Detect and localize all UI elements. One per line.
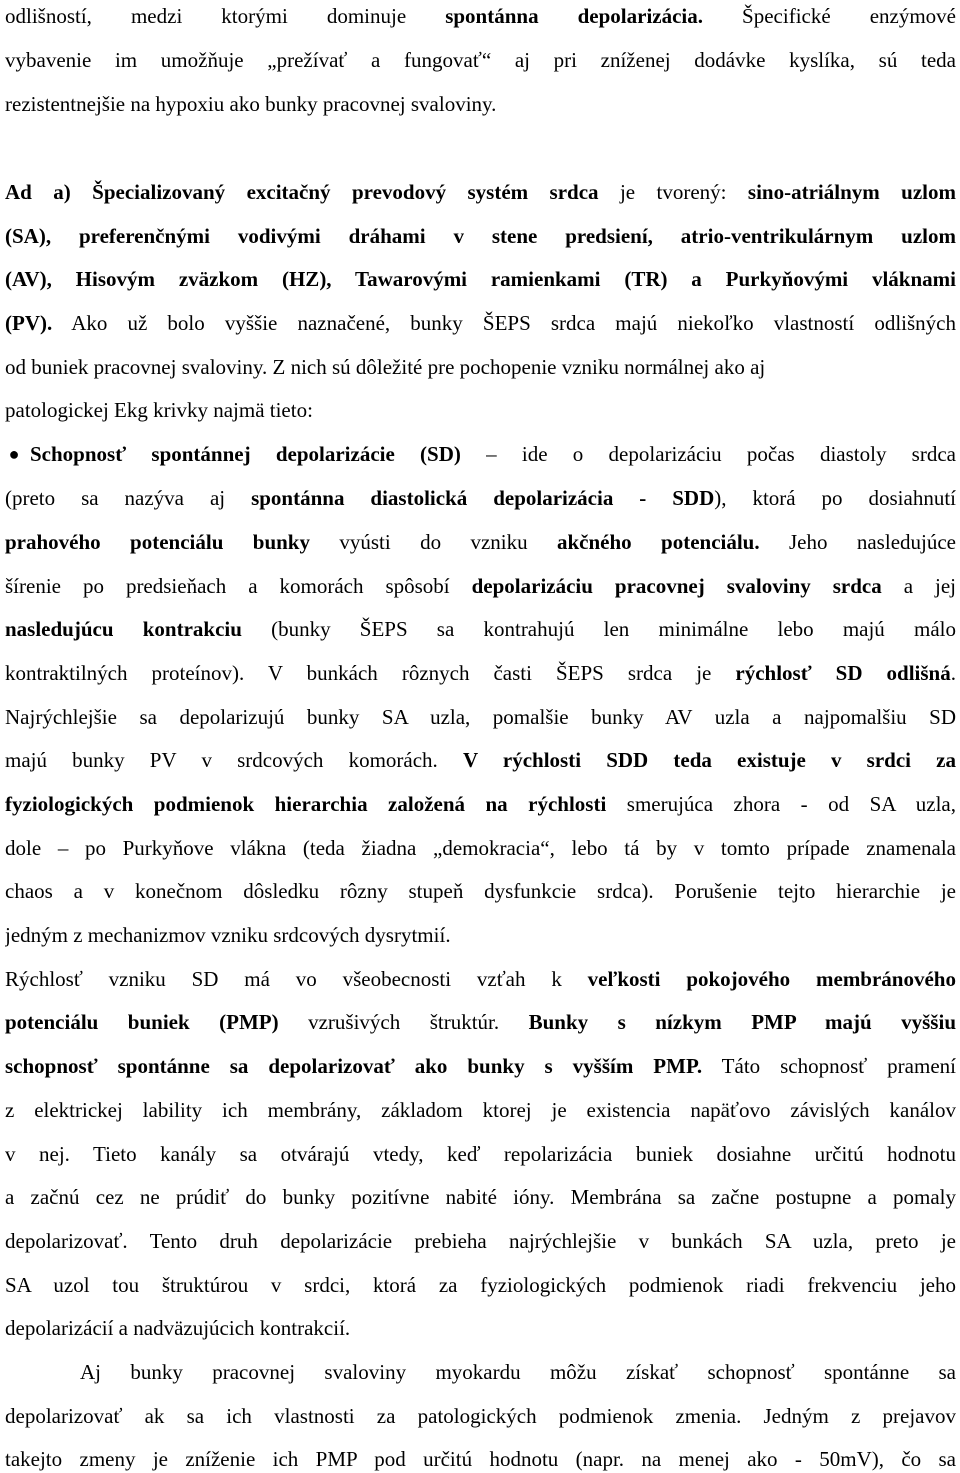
text-line	[5, 659, 956, 687]
text-segment: Rýchlosť vzniku SD má vo všeobecnosti vzťah k	[5, 967, 588, 991]
text-line	[5, 265, 956, 293]
bullet-icon: ●	[8, 444, 20, 464]
bold-text-segment: potenciálu buniek (PMP)	[5, 1010, 279, 1034]
text-segment: Špecifické enzýmové	[703, 4, 956, 28]
text-line	[5, 1008, 956, 1036]
text-line	[5, 46, 956, 74]
bold-text-segment: (AV), Hisovým zväzkom (HZ), Tawarovými ramienkami (TR) a Purkyňovými vláknami	[5, 267, 956, 291]
text-segment: je tvorený:	[598, 180, 748, 204]
bold-text-segment: fyziologických podmienok hierarchia založená na rýchlosti	[5, 792, 607, 816]
text-segment: kontraktilných proteínov). V bunkách rôznych časti ŠEPS srdca je	[5, 661, 736, 685]
text-line	[5, 1052, 956, 1080]
text-line	[5, 1445, 956, 1473]
text-segment: Jeho nasledujúce	[759, 530, 956, 554]
text-line	[5, 877, 956, 905]
bold-text-segment: akčného potenciálu.	[556, 530, 760, 554]
text-line	[5, 1314, 956, 1342]
text-line	[5, 1227, 956, 1255]
text-segment: jedným z mechanizmov vzniku srdcových dysrytmií.	[5, 923, 451, 947]
text-line	[5, 353, 956, 381]
bold-text-segment: nasledujúcu kontrakciu	[5, 617, 242, 641]
text-segment: odlišností, medzi ktorými dominuje	[5, 4, 446, 28]
text-line	[5, 309, 956, 337]
text-segment: z elektrickej lability ich membrány, základom ktorej je existencia napäťovo závislých kanálov	[5, 1098, 956, 1122]
text-segment: vybavenie im umožňuje „prežívať a fungovať“ aj pri zníženej dodávke kyslíka, sú teda	[5, 48, 956, 72]
text-line	[5, 1183, 956, 1211]
text-line	[5, 178, 956, 206]
text-segment: .	[950, 661, 956, 685]
text-line	[5, 921, 956, 949]
text-line	[5, 746, 956, 774]
text-line	[5, 484, 956, 512]
text-segment: depolarizácií a nadväzujúcich kontrakcií.	[5, 1316, 351, 1340]
text-line	[5, 90, 956, 118]
text-segment: smerujúca zhora - od SA uzla,	[606, 792, 956, 816]
bold-text-segment: spontánna depolarizácia.	[445, 4, 704, 28]
text-line	[5, 1140, 956, 1168]
bold-text-segment: veľkosti pokojového membránového	[587, 967, 956, 991]
text-line	[5, 790, 956, 818]
text-segment: depolarizovať ak sa ich vlastnosti za patologických podmienok zmenia. Jedným z prejavov	[5, 1404, 956, 1428]
text-line	[5, 965, 956, 993]
text-segment: chaos a v konečnom dôsledku rôzny stupeň dysfunkcie srdca). Porušenie tejto hierarchie je	[5, 879, 956, 903]
bold-text-segment: schopnosť spontánne sa depolarizovať ako bunky s vyšším PMP.	[5, 1054, 703, 1078]
text-line	[5, 572, 956, 600]
text-segment: ), ktorá po dosiahnutí	[714, 486, 956, 510]
text-segment: vyústi do vzniku	[309, 530, 557, 554]
text-line	[5, 222, 956, 250]
bold-text-segment: depolarizáciu pracovnej svaloviny srdca	[471, 574, 882, 598]
text-segment: vzrušivých štruktúr.	[278, 1010, 529, 1034]
text-segment: šírenie po predsieňach a komorách spôsobí	[5, 574, 472, 598]
bold-text-segment: spontánna diastolická depolarizácia - SDD	[251, 486, 715, 510]
bold-text-segment: V rýchlosti SDD teda existuje v srdci za	[462, 748, 956, 772]
text-segment: (bunky ŠEPS sa kontrahujú len minimálne lebo majú málo	[241, 617, 956, 641]
text-segment: v nej. Tieto kanály sa otvárajú vtedy, keď repolarizácia buniek dosiahne určitú hodnotu	[5, 1142, 956, 1166]
text-line	[5, 1096, 956, 1124]
text-line	[5, 396, 956, 424]
bold-text-segment: rýchlosť SD odlišná	[735, 661, 951, 685]
text-segment: od buniek pracovnej svaloviny. Z nich sú dôležité pre pochopenie vzniku normálnej ako aj	[5, 355, 766, 379]
bold-text-segment: Bunky s nízkym PMP majú vyššiu	[528, 1010, 956, 1034]
text-segment: Ako už bolo vyššie naznačené, bunky ŠEPS srdca majú niekoľko vlastností odlišných	[52, 311, 956, 335]
text-line	[5, 1402, 956, 1430]
bold-text-segment: (SA), preferenčnými vodivými dráhami v stene predsiení, atrio-ventrikulárnym uzlom	[5, 224, 956, 248]
text-line	[5, 1271, 956, 1299]
text-segment: a jej	[881, 574, 956, 598]
text-segment: rezistentnejšie na hypoxiu ako bunky pracovnej svaloviny.	[5, 92, 497, 116]
text-segment: Táto schopnosť pramení	[702, 1054, 956, 1078]
text-line	[30, 440, 956, 468]
text-segment: patologickej Ekg krivky najmä tieto:	[5, 398, 313, 422]
text-segment: takejto zmeny je zníženie ich PMP pod určitú hodnotu (napr. na menej ako - 50mV), čo sa	[5, 1447, 956, 1471]
bold-text-segment: Schopnosť spontánnej depolarizácie (SD)	[30, 442, 461, 466]
text-line	[5, 615, 956, 643]
bold-text-segment: prahového potenciálu bunky	[5, 530, 310, 554]
text-line	[5, 2, 956, 30]
text-segment: SA uzol tou štruktúrou v srdci, ktorá za fyziologických podmienok riadi frekvenciu jeho	[5, 1273, 956, 1297]
text-line	[5, 834, 956, 862]
text-line	[80, 1358, 956, 1386]
bold-text-segment: (PV).	[5, 311, 53, 335]
text-line	[5, 528, 956, 556]
text-segment: depolarizovať. Tento druh depolarizácie prebieha najrýchlejšie v bunkách SA uzla, preto je	[5, 1229, 956, 1253]
text-segment: dole – po Purkyňove vlákna (teda žiadna „demokracia“, lebo tá by v tomto prípade znamenala	[5, 836, 956, 860]
text-segment: Aj bunky pracovnej svaloviny myokardu môžu získať schopnosť spontánne sa	[80, 1360, 956, 1384]
text-segment: (preto sa nazýva aj	[5, 486, 252, 510]
text-segment: Najrýchlejšie sa depolarizujú bunky SA uzla, pomalšie bunky AV uzla a najpomalšiu SD	[5, 705, 956, 729]
text-segment: a začnú cez ne prúdiť do bunky pozitívne nabité ióny. Membrána sa začne postupne a pomaly	[5, 1185, 956, 1209]
bold-text-segment: sino-atriálnym uzlom	[747, 180, 956, 204]
text-segment: – ide o depolarizáciu počas diastoly srdca	[460, 442, 956, 466]
text-line	[5, 703, 956, 731]
text-segment: majú bunky PV v srdcových komorách.	[5, 748, 463, 772]
bold-text-segment: Ad a) Špecializovaný excitačný prevodový systém srdca	[5, 180, 599, 204]
